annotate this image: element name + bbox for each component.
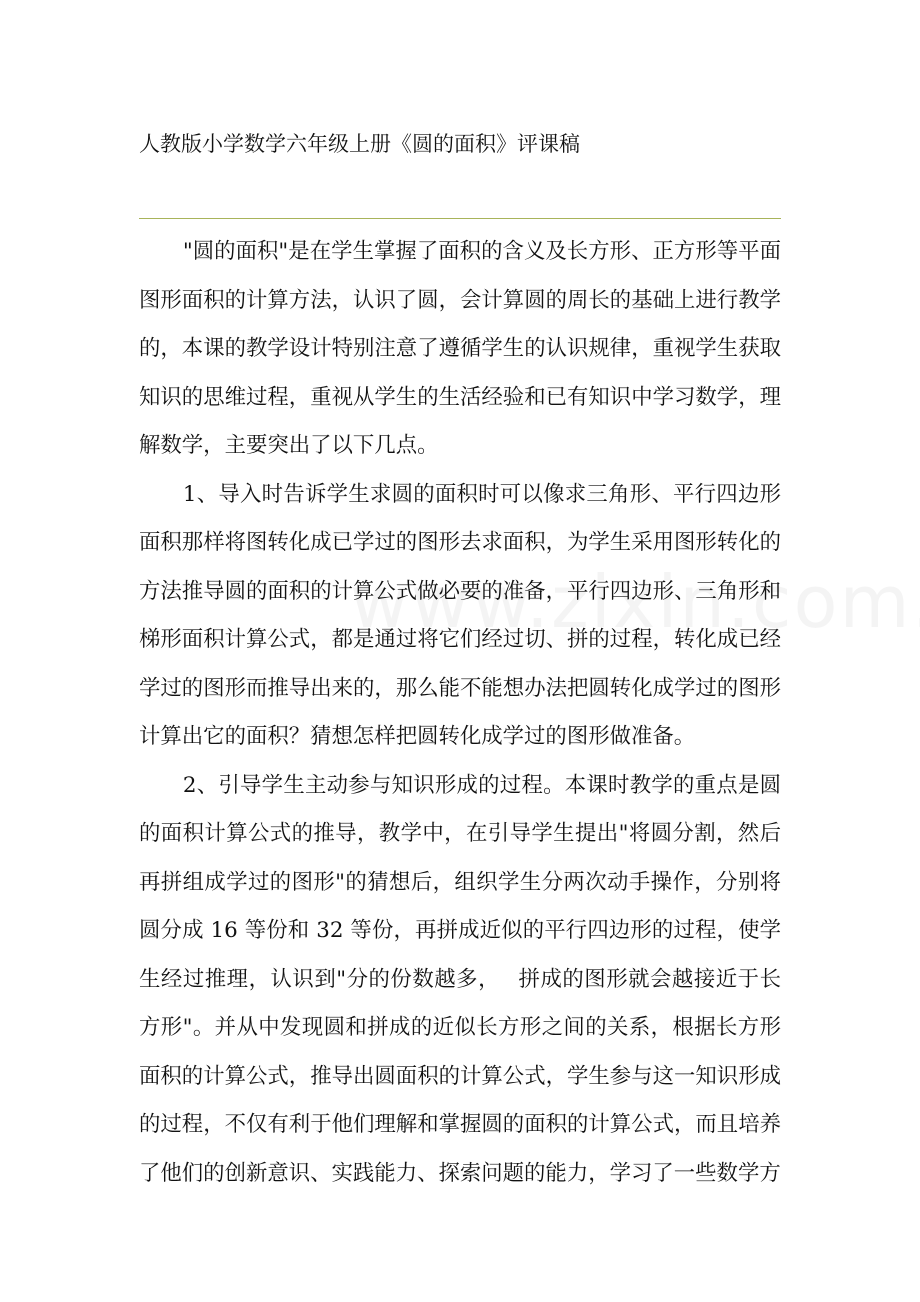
paragraph-point-2: 2、引导学生主动参与知识形成的过程。本课时教学的重点是圆的面积计算公式的推导，教学中，在引导学生提出"将圆分割，然后再拼组成学过的图形"的猜想后，组织学生分两次动手操作，分别将圆分成 16 等份和 32 等份，再拼成近似的平行四边形的过程，使学生经过推理，认识到"分的份数越多， 拼成的图形就会越接近于长方形"。并从中发现圆和拼成的近似长方形之间的关系，根据长方形面积的计算公式，推导出圆面积的计算公式，学生参与这一知识形成的过程，不仅有利于他们理解和掌握圆的面积的计算公式，而且培养了他们的创新意识、实践能力、探索问题的能力，学习了一些数学方 (139, 772, 781, 1186)
document-body (139, 228, 781, 1198)
document-title: 人教版小学数学六年级上册《圆的面积》评课稿 (139, 132, 580, 156)
title-divider (139, 218, 781, 219)
paragraph-intro: "圆的面积"是在学生掌握了面积的含义及长方形、正方形等平面图形面积的计算方法，认识了圆，会计算圆的周长的基础上进行教学的，本课的教学设计特别注意了遵循学生的认识规律，重视学生获取知识的思维过程，重视从学生的生活经验和已有知识中学习数学，理解数学，主要突出了以下几点。 (139, 239, 781, 458)
paragraph-point-1: 1、导入时告诉学生求圆的面积时可以像求三角形、平行四边形面积那样将图转化成已学过的图形去求面积，为学生采用图形转化的方法推导圆的面积的计算公式做必要的准备，平行四边形、三角形和梯形面积计算公式，都是通过将它们经过切、拼的过程，转化成已经学过的图形而推导出来的，那么能不能想办法把圆转化成学过的图形计算出它的面积？猜想怎样把圆转化成学过的图形做准备。 (139, 481, 781, 749)
